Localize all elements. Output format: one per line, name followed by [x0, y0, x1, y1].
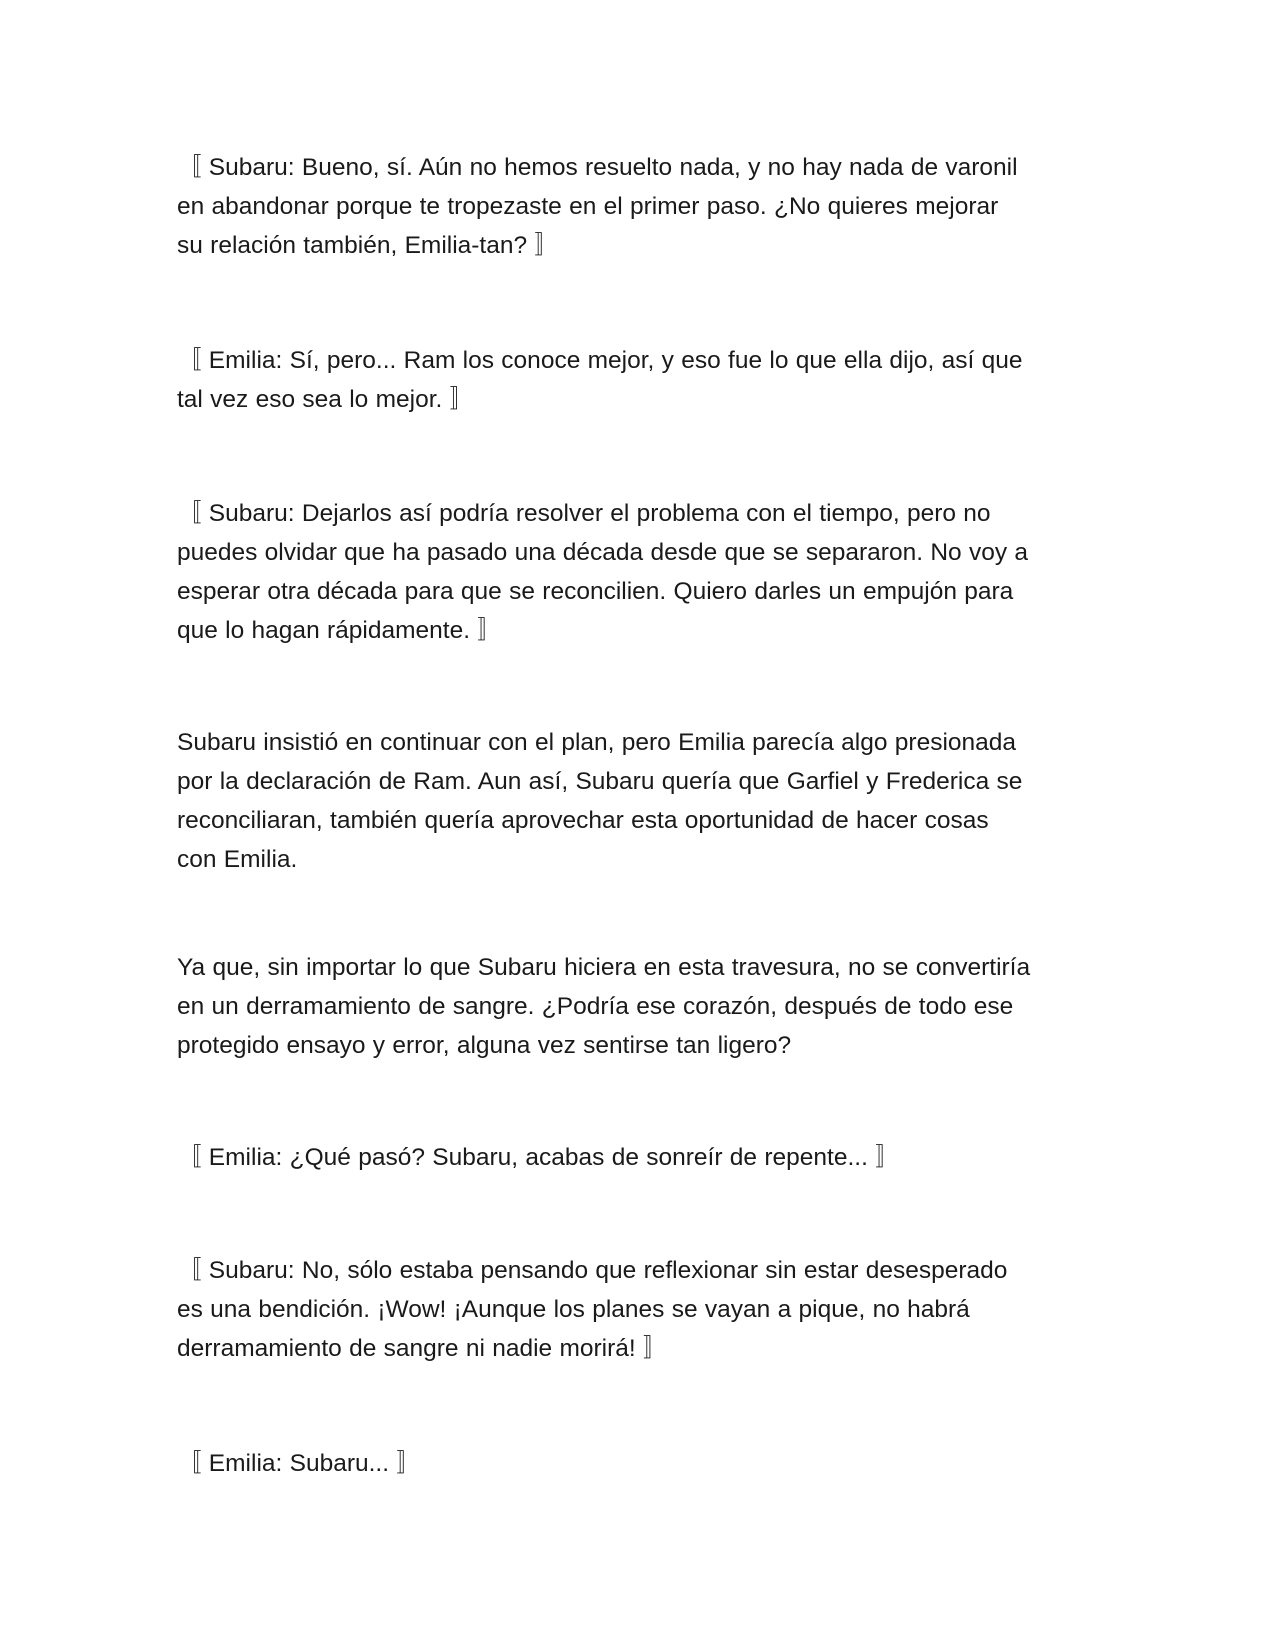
narration-paragraph-1: Subaru insistió en continuar con el plan, pero Emilia parecía algo presionada por la declaración de Ram. Aun así, Subaru quería que Garfiel y Frederica se reconciliaran, también quería aprovechar esta oportunidad de hacer cosas con Emilia.: [177, 729, 1023, 873]
narration-paragraph-2: Ya que, sin importar lo que Subaru hiciera en esta travesura, no se convertiría en un derramamiento de sangre. ¿Podría ese corazón, después de todo ese protegido ensayo y error, alguna vez sentirse tan ligero?: [177, 954, 1031, 1059]
dialogue-paragraph-subaru-1: 〚 Subaru: Bueno, sí. Aún no hemos resuelto nada, y no hay nada de varonil en abandonar porque te tropezaste en el primer paso. ¿No quieres mejorar su relación también, Emilia-tan? 〛: [177, 154, 1018, 259]
dialogue-paragraph-emilia-2: 〚 Emilia: ¿Qué pasó? Subaru, acabas de sonreír de repente... 〛: [177, 1144, 900, 1171]
dialogue-paragraph-subaru-2: 〚 Subaru: Dejarlos así podría resolver el problema con el tiempo, pero no puedes olvidar que ha pasado una década desde que se separaron. No voy a esperar otra década para que se reconcilien. Quiero darles un empujón para que lo hagan rápidamente. 〛: [177, 500, 1029, 644]
dialogue-paragraph-subaru-3: 〚 Subaru: No, sólo estaba pensando que reflexionar sin estar desesperado es una bendición. ¡Wow! ¡Aunque los planes se vayan a pique, no habrá derramamiento de sangre ni nadie morirá! 〛: [177, 1257, 1008, 1362]
dialogue-paragraph-emilia-3: 〚 Emilia: Subaru... 〛: [177, 1450, 421, 1477]
dialogue-paragraph-emilia-1: 〚 Emilia: Sí, pero... Ram los conoce mejor, y eso fue lo que ella dijo, así que tal vez eso sea lo mejor. 〛: [177, 347, 1023, 413]
